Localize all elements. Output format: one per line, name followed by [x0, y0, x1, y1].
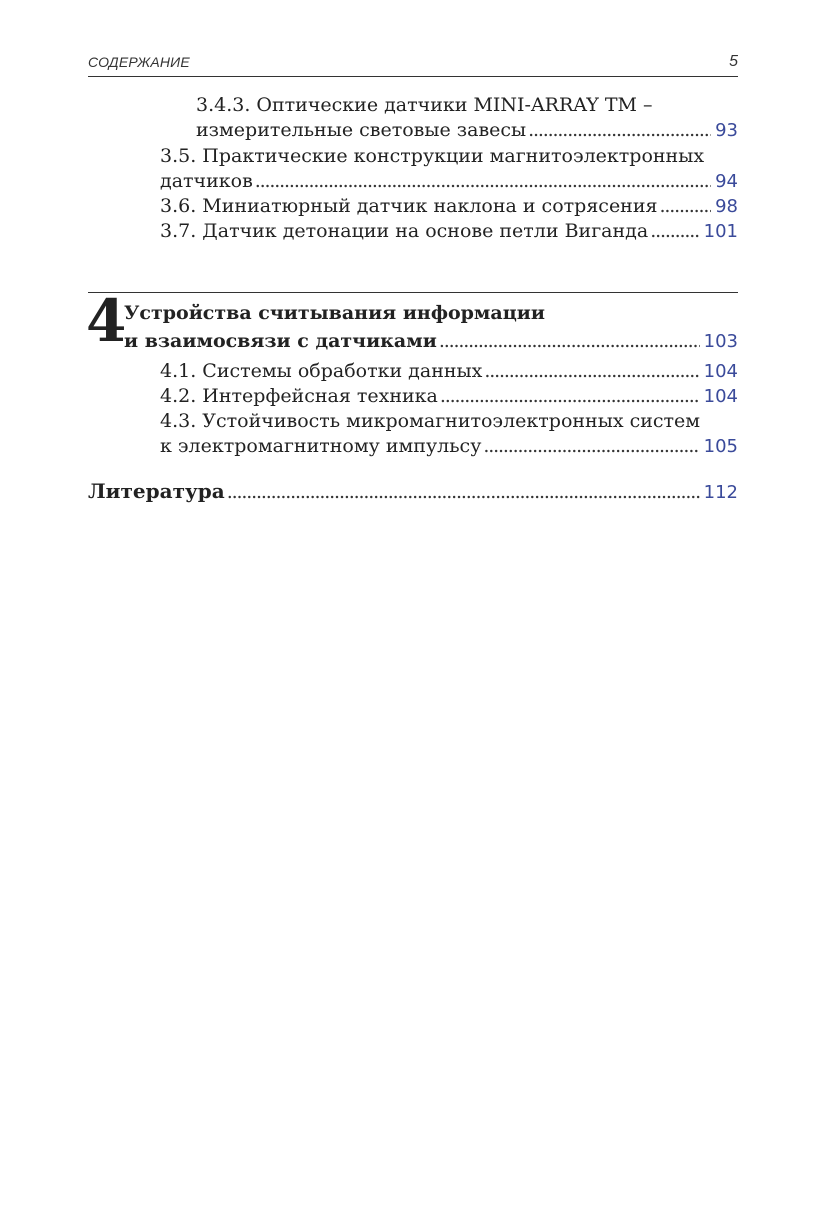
header-page-number: 5 [729, 53, 738, 70]
toc-entry-text: 4.2. Интерфейсная техника [160, 385, 438, 407]
chapter-divider [88, 292, 738, 293]
toc-page-number: 105 [703, 436, 738, 457]
toc-page-number: 93 [715, 120, 738, 141]
toc-entry-3-6[interactable] [160, 194, 738, 219]
toc-page-number: 103 [703, 331, 738, 352]
toc-page-number: 104 [703, 361, 738, 382]
toc-page-number: 112 [703, 482, 738, 503]
toc-entry-4-3[interactable] [160, 434, 738, 459]
leader-dots [650, 219, 699, 244]
header-title: СОДЕРЖАНИЕ [88, 54, 190, 70]
toc-page-number: 101 [703, 221, 738, 242]
leader-dots [484, 359, 699, 384]
toc-entry-text: к электромагнитному импульсу [160, 435, 482, 457]
toc-entry-text: 3.7. Датчик детонации на основе петли Виганда [160, 220, 649, 242]
leader-dots [227, 480, 700, 505]
toc-page-number: 104 [703, 386, 738, 407]
toc-entry-3-5-line1: 3.5. Практические конструкции магнитоэлектронных [160, 145, 705, 167]
chapter-title-line1: Устройства считывания информации [124, 302, 545, 324]
toc-entry-literature[interactable] [88, 479, 738, 505]
chapter-number: 4 [86, 287, 127, 355]
leader-dots [483, 434, 699, 459]
leader-dots [255, 169, 711, 194]
chapter-title-line2: и взаимосвязи с датчиками [124, 330, 437, 352]
toc-page-number: 94 [715, 171, 738, 192]
toc-page-number: 98 [715, 196, 738, 217]
toc-entry-text: 4.1. Системы обработки данных [160, 360, 483, 382]
toc-entry-text: датчиков [160, 170, 253, 192]
literature-title: Литература [88, 479, 225, 503]
toc-entry-3-7[interactable] [160, 219, 738, 244]
toc-entry-3-4-3-line1: 3.4.3. Оптические датчики MINI-ARRAY TM – [196, 94, 653, 116]
leader-dots [440, 384, 700, 409]
leader-dots [528, 118, 711, 143]
running-header [88, 54, 738, 77]
toc-entry-3-4-3[interactable] [196, 118, 738, 143]
leader-dots [660, 194, 712, 219]
toc-entry-text: измерительные световые завесы [196, 119, 527, 141]
toc-entry-chapter-4[interactable] [124, 329, 738, 354]
toc-entry-4-3-line1: 4.3. Устойчивость микромагнитоэлектронных систем [160, 410, 701, 432]
toc-entry-4-1[interactable] [160, 359, 738, 384]
toc-entry-text: 3.6. Миниатюрный датчик наклона и сотрясения [160, 195, 658, 217]
leader-dots [439, 329, 700, 354]
toc-entry-3-5[interactable] [160, 169, 738, 194]
toc-entry-4-2[interactable] [160, 384, 738, 409]
